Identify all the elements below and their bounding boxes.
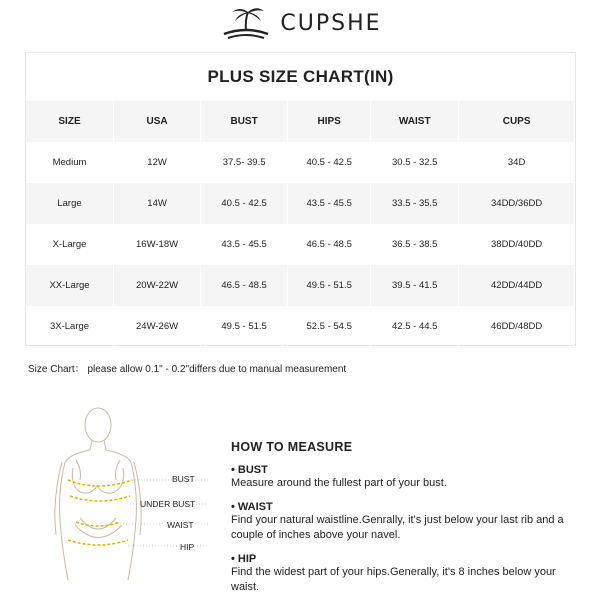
label-under-bust: UNDER BUST	[140, 499, 196, 509]
cell: 33.5 - 35.5	[371, 183, 459, 224]
cell: 49.5 - 51.5	[201, 306, 288, 347]
palm-tree-icon	[218, 4, 274, 42]
header-cups: CUPS	[459, 101, 575, 142]
label-waist: WAIST	[167, 520, 194, 530]
label-bust: BUST	[172, 474, 195, 484]
cell: 46DD/48DD	[459, 306, 575, 347]
cell: 30.5 - 32.5	[371, 142, 459, 183]
cell: Medium	[26, 142, 114, 183]
cell: 40.5 - 42.5	[201, 183, 288, 224]
table-header	[26, 101, 575, 142]
how-to-title: HOW TO MEASURE	[231, 440, 353, 454]
item-text: Measure around the fullest part of your bust.	[231, 477, 447, 489]
cell: 37.5- 39.5	[201, 142, 288, 183]
label-hip: HIP	[180, 542, 195, 552]
cell: 49.5 - 51.5	[288, 265, 371, 306]
chart-title: PLUS SIZE CHART(IN)	[207, 67, 394, 86]
cell: 42DD/44DD	[459, 265, 575, 306]
header-waist: WAIST	[371, 101, 459, 142]
measurement-note: Size Chart： please allow 0.1" - 0.2"differs due to manual measurement	[28, 364, 347, 375]
cell: 24W-26W	[114, 306, 201, 347]
how-to-measure	[231, 440, 571, 605]
cell: 16W-18W	[114, 224, 201, 265]
item-heading: • HIP	[231, 553, 257, 565]
table-row	[26, 224, 575, 265]
cell: 46.5 - 48.5	[201, 265, 288, 306]
cell: 39.5 - 41.5	[371, 265, 459, 306]
measure-item-waist	[231, 501, 571, 543]
item-heading: • BUST	[231, 464, 268, 476]
measure-item-bust	[231, 464, 571, 491]
header-usa: USA	[114, 101, 201, 142]
cell: 40.5 - 42.5	[288, 142, 371, 183]
cell: 38DD/40DD	[459, 224, 575, 265]
cell: 3X-Large	[26, 306, 114, 347]
item-text: Find your natural waistline.Genrally, it's just below your last rib and a couple of inches above your navel.	[231, 514, 564, 541]
cell: 46.5 - 48.5	[288, 224, 371, 265]
table-row	[26, 306, 575, 347]
cell: 34DD/36DD	[459, 183, 575, 224]
brand-logo	[0, 4, 600, 42]
cell: Large	[26, 183, 114, 224]
header-size: SIZE	[26, 101, 114, 142]
item-text: Find the widest part of your hips.Generally, it's 8 inches below your waist.	[231, 566, 556, 593]
header-hips: HIPS	[288, 101, 371, 142]
table-row	[26, 265, 575, 306]
cell: 43.5 - 45.5	[201, 224, 288, 265]
cell: 20W-22W	[114, 265, 201, 306]
item-heading: • WAIST	[231, 501, 273, 513]
cell: 36.5 - 38.5	[371, 224, 459, 265]
cell: XX-Large	[26, 265, 114, 306]
measure-item-hip	[231, 553, 571, 595]
size-chart	[25, 52, 576, 346]
cell: 12W	[114, 142, 201, 183]
cell: X-Large	[26, 224, 114, 265]
table-row	[26, 183, 575, 224]
header-bust: BUST	[201, 101, 288, 142]
brand-name: CUPSHE	[280, 10, 382, 36]
cell: 52.5 - 54.5	[288, 306, 371, 347]
cell: 34D	[459, 142, 575, 183]
cell: 42.5 - 44.5	[371, 306, 459, 347]
cell: 43.5 - 45.5	[288, 183, 371, 224]
table-row	[26, 142, 575, 183]
cell: 14W	[114, 183, 201, 224]
